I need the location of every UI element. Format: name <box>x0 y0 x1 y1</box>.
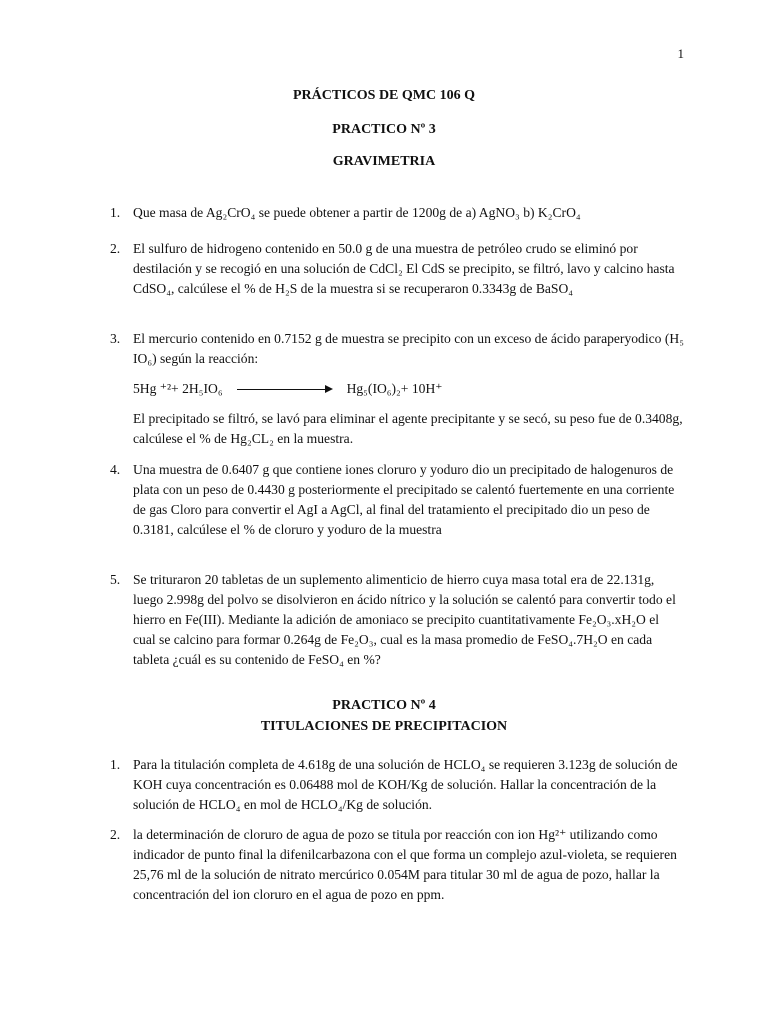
problem-text: El mercurio contenido en 0.7152 g de muestra se precipito con un exceso de ácido paraperyodico (H₅ IO₆) según la reacción: <box>133 331 684 366</box>
problem-number: 1. <box>110 205 121 220</box>
reaction-reactants: 5Hg ⁺²+ 2H₅IO₆ <box>133 381 223 396</box>
problem-text: Para la titulación completa de 4.618g de una solución de HCLO₄ se requieren 3.123g de solución de KOH cuya concentración es 0.06488 mol de KOH/Kg de solución. Hallar la concentración de la solución de HCLO₄ en mol de HCLO₄/Kg de solución. <box>133 757 678 812</box>
problem-text: El sulfuro de hidrogeno contenido en 50.0 g de una muestra de petróleo crudo se eliminó por destilación y se recogió en una solución de CdCl₂ El CdS se precipito, se filtró, lavo y calcino hasta CdSO₄, calcúlese el % de H₂S de la muestra si se recuperaron 0.3343g de BaSO₄ <box>133 241 675 296</box>
problem-text: Una muestra de 0.6407 g que contiene iones cloruro y yoduro dio un precipitado de halogenuros de plata con un peso de 0.4430 g posteriormente el precipitado se calentó fuertemente en una corriente de gas Cloro para convertir el AgI a AgCl, al final del tratamiento el precipitado dio un peso de 0.3181, calcúlese el % de cloruro y yoduro de la muestra <box>133 462 675 537</box>
reaction-products: Hg₅(IO₆)₂+ 10H⁺ <box>346 381 443 396</box>
problem-followup-text: El precipitado se filtró, se lavó para eliminar el agente precipitante y se secó, su peso fue de 0.3408g, calcúlese el % de Hg₂CL₂ en la muestra. <box>133 411 683 446</box>
problem-number: 5. <box>110 572 121 587</box>
problem-3-3 <box>110 329 685 449</box>
problem-text: Se trituraron 20 tabletas de un suplemento alimenticio de hierro cuya masa total era de 22.131g, luego 2.998g del polvo se disolvieron en ácido nítrico y la solución se calentó para convertir todo el hierro en Fe(III). Mediante la adición de amoniaco se precipito cuantitativamente Fe₂O₃.xH₂O el cual se calcino para formar 0.264g de Fe₂O₃, cual es la masa promedio de FeSO₄.7H₂O en cada tableta ¿cuál es su contenido de FeSO₄ en %? <box>133 572 676 667</box>
problem-4-1 <box>110 755 685 815</box>
reaction-equation <box>133 379 685 399</box>
problem-number: 1. <box>110 757 121 772</box>
problem-text: Que masa de Ag₂CrO₄ se puede obtener a partir de 1200g de a) AgNO₃ b) K₂CrO₄ <box>133 205 581 220</box>
problem-number: 2. <box>110 241 121 256</box>
problem-number: 4. <box>110 462 121 477</box>
practico-4-title: PRACTICO Nº 4 <box>332 698 436 713</box>
problem-3-5 <box>110 570 685 670</box>
course-title: PRÁCTICOS DE QMC 106 Q <box>292 88 475 103</box>
problem-3-4 <box>110 460 685 540</box>
titulaciones-title: TITULACIONES DE PRECIPITACION <box>260 719 508 734</box>
problem-number: 3. <box>110 331 121 346</box>
problem-3-1 <box>110 203 685 223</box>
problem-3-2 <box>110 239 685 299</box>
page-number: 1 <box>677 46 684 61</box>
problem-number: 2. <box>110 827 121 842</box>
reaction-arrow-icon <box>237 384 333 394</box>
gravimetria-title: GRAVIMETRIA <box>332 154 436 169</box>
practico-3-title: PRACTICO Nº 3 <box>332 122 436 137</box>
problem-4-2 <box>110 825 685 905</box>
problem-text: la determinación de cloruro de agua de pozo se titula por reacción con ion Hg²⁺ utilizando como indicador de punto final la difenilcarbazona con el que forma un complejo azul-violeta, se requieren 25,76 ml de la solución de nitrato mercúrico 0.054M para titular 30 ml de agua de pozo, hallar la concentración del ion cloruro en el agua de pozo en ppm. <box>133 827 677 902</box>
